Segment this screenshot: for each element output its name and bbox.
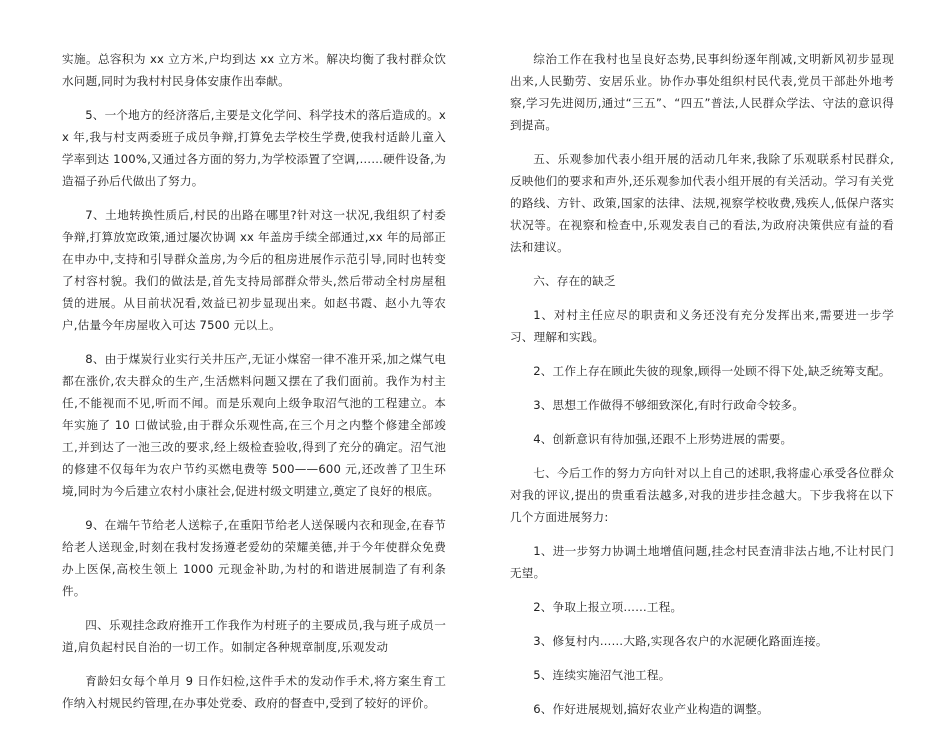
list-item-shortcoming-4: 4、创新意识有待加强,还跟不上形势进展的需要。	[533, 432, 793, 446]
list-item-plan-6: 6、作好进展规划,搞好农业产业构造的调整。	[533, 702, 769, 716]
list-item-shortcoming-1: 1、对村主任应尽的职责和义务还没有充分发挥出来,需要进一步学习、理解和实践。	[510, 308, 894, 344]
paragraph-section-seven: 七、今后工作的努力方向针对以上自己的述职,我将虚心承受各位群众对我的评议,提出的贵重看法越多,对我的进步挂念越大。下步我将在以下几个方面进展努力:	[510, 466, 894, 524]
paragraph-land-housing: 7、土地转换性质后,村民的出路在哪里?针对这一状况,我组织了村委争辩,打算放宽政策,通过屡次协调 xx 年盖房手续全部通过,xx 年的局部正在申办中,支持和引导群众盖房,为今后的租房进展作示范引导,同时也转变了村容村貌。我们的做法是,首先支持局部群众带头,然后带动全村房屋租赁的进展。从目前状况看,效益已初步显现出来。如赵书霞、赵小九等农户,估量今年房屋收入可达 7500 元以上。	[62, 208, 446, 332]
paragraph-elderly-care: 9、在端午节给老人送粽子,在重阳节给老人送保暖内衣和现金,在春节给老人送现金,时刻在我村发扬遵老爱幼的荣耀美德,并于今年使群众免费办上医保,高校生领上 1000 元现金补助,为村的和谐进展制造了有利条件。	[62, 518, 446, 598]
paragraph-education: 5、一个地方的经济落后,主要是文化学问、科学技术的落后造成的。xx 年,我与村支两委班子成员争辩,打算免去学校生学费,使我村适龄儿童入学率到达 100%,又通过各方面的努力,为学校添置了空调,……硬件设备,为造福子孙后代做出了努力。	[62, 108, 446, 188]
paragraph-family-planning: 育龄妇女每个单月 9 日作妇检,这件手术的发动作手术,将方案生育工作纳入村规民约管理,在办事处党委、政府的督查中,受到了较好的评价。	[62, 674, 446, 710]
paragraph-section-five: 五、乐观参加代表小组开展的活动几年来,我除了乐观联系村民群众,反映他们的要求和声外,还乐观参加代表小组开展的有关活动。学习有关党的路线、方针、政策,国家的法律、法规,视察学校收费,残疾人,低保户落实状况等。在视察和检查中,乐观发表自己的看法,为政府决策供应有益的看法和建议。	[510, 152, 894, 254]
paragraph-biogas: 8、由于煤炭行业实行关井压产,无证小煤窑一律不准开采,加之煤气电都在涨价,农夫群众的生产,生活燃料问题又摆在了我们面前。我作为村主任,不能视而不见,听而不闻。而是乐观向上级争取沼气池的工程建立。本年实施了 10 口做试验,由于群众乐观性高,在三个月之内整个修建全部竣工,并到达了一池三改的要求,经上级检查验收,得到了充分的确定。沼气池的修建不仅每年为农户节约买燃电费等 500——600 元,还改善了卫生环境,同时为今后建立农村小康社会,促进村级文明建立,奠定了良好的根底。	[62, 352, 446, 498]
paragraph-public-order: 综治工作在我村也呈良好态势,民事纠纷逐年削减,文明新风初步显现出来,人民勤劳、安居乐业。协作办事处组织村民代表,党员干部赴外地考察,学习先进阅历,通过“三五”、“四五”普法,人民群众学法、守法的意识得到提高。	[510, 52, 894, 132]
list-item-plan-3: 3、修复村内……大路,实现各农户的水泥硬化路面连接。	[533, 634, 828, 648]
paragraph-water-supply: 实施。总容积为 xx 立方米,户均到达 xx 立方米。解决均衡了我村群众饮水问题,同时为我村村民身体安康作出奉献。	[62, 52, 446, 88]
list-item-shortcoming-3: 3、思想工作做得不够细致深化,有时行政命令较多。	[533, 398, 805, 412]
paragraph-section-four: 四、乐观挂念政府推开工作我作为村班子的主要成员,我与班子成员一道,肩负起村民自治的一切工作。如制定各种规章制度,乐观发动	[62, 618, 446, 654]
heading-section-six: 六、存在的缺乏	[533, 274, 616, 288]
list-item-shortcoming-2: 2、工作上存在顾此失彼的现象,顾得一处顾不得下处,缺乏统筹支配。	[533, 364, 891, 378]
list-item-plan-5: 5、连续实施沼气池工程。	[533, 668, 671, 682]
list-item-plan-1: 1、进一步努力协调土地增值问题,挂念村民查清非法占地,不让村民门无望。	[510, 544, 894, 580]
right-column	[510, 48, 894, 732]
list-item-plan-2: 2、争取上报立项……工程。	[533, 600, 683, 614]
left-column	[62, 48, 446, 726]
